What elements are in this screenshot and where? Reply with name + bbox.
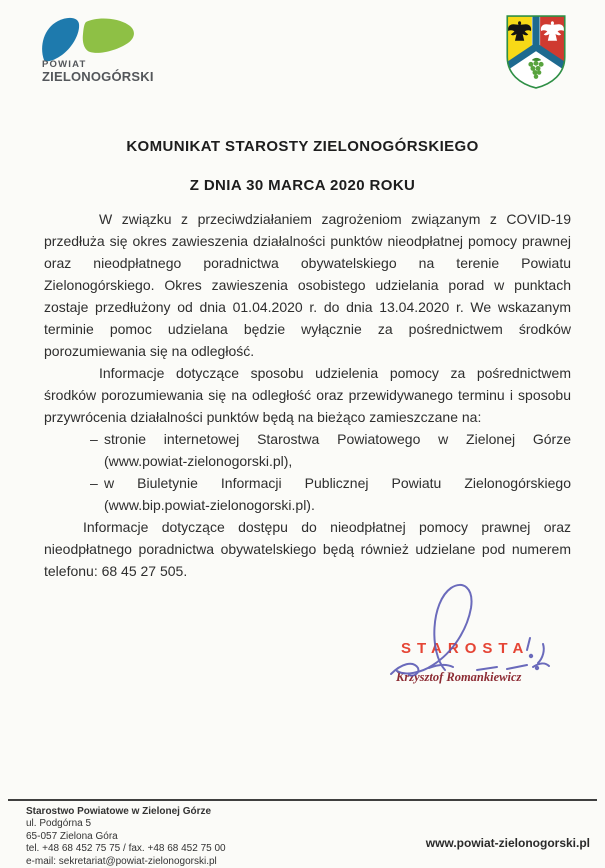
document-title-line2: Z DNIA 30 MARCA 2020 ROKU [189, 177, 416, 194]
coat-of-arms [504, 13, 568, 91]
footer-phone: tel. +48 68 452 75 75 / fax. +48 68 452 75 00 [26, 843, 226, 855]
footer-website: www.powiat-zielonogorski.pl [425, 836, 590, 850]
paragraph-3: Informacje dotyczące dostępu do nieodpłatnej pomocy prawnej oraz nieodpłatnego poradnictwa obywatelskiego będą również udzielane pod numerem telefonu: 68 45 27 505. [44, 519, 571, 579]
footer-contact-block [26, 806, 226, 868]
footer-address-street: ul. Podgórna 5 [26, 818, 92, 830]
powiat-logo-text [42, 60, 154, 84]
list-item-text: w Biuletynie Informacji Publicznej Powiatu Zielonogórskiego (www.bip.powiat-zielonogorski.pl). [104, 475, 571, 513]
signature-block [385, 576, 585, 696]
footer-address-city: 65-057 Zielona Góra [26, 830, 118, 842]
paragraph-1: W związku z przeciwdziałaniem zagrożeniom związanym z COVID-19 przedłuża się okres zawieszenia działalności punktów nieodpłatnej pomocy prawnej oraz nieodpłatnego poradnictwa obywatelskiego na terenie Powiatu Zielonogórskiego. Okres zawieszenia osobistego udzielania porad w punktach zostaje przedłużony od dnia 01.04.2020 r. do dnia 13.04.2020 r. We wskazanym terminie pomoc udzielana będzie wyłącznie za pośrednictwem środków porozumiewania się na odległość. [44, 211, 571, 359]
coat-of-arms-icon [504, 13, 568, 91]
footer-divider [8, 799, 597, 801]
handwritten-signature-icon [385, 576, 585, 696]
signer-name: Krzysztof Romankiewicz [396, 670, 522, 684]
list-dash: – [90, 475, 98, 491]
footer-email: e-mail: sekretariat@powiat-zielonogorski.pl [26, 855, 217, 867]
document-title-line1: KOMUNIKAT STAROSTY ZIELONOGÓRSKIEGO [126, 138, 479, 155]
footer-org-name: Starostwo Powiatowe w Zielonej Górze [26, 806, 212, 817]
starosta-stamp: STAROSTA [401, 640, 530, 657]
list-item-text: stronie internetowej Starostwa Powiatowego w Zielonej Górze (www.powiat-zielonogorski.pl), [104, 431, 571, 469]
list-item [44, 428, 571, 472]
paragraph-2: Informacje dotyczące sposobu udzielenia pomocy za pośrednictwem środków porozumiewania się na odległość oraz przewidywanego terminu i sposobu przywrócenia działalności punktów będą na bieżąco zamieszczane na: [44, 365, 571, 425]
list-dash: – [90, 431, 98, 447]
logo-line1: POWIAT [42, 59, 87, 70]
logo-line2: ZIELONOGÓRSKI [42, 68, 154, 84]
list-item [44, 472, 571, 516]
document-body [44, 208, 571, 582]
